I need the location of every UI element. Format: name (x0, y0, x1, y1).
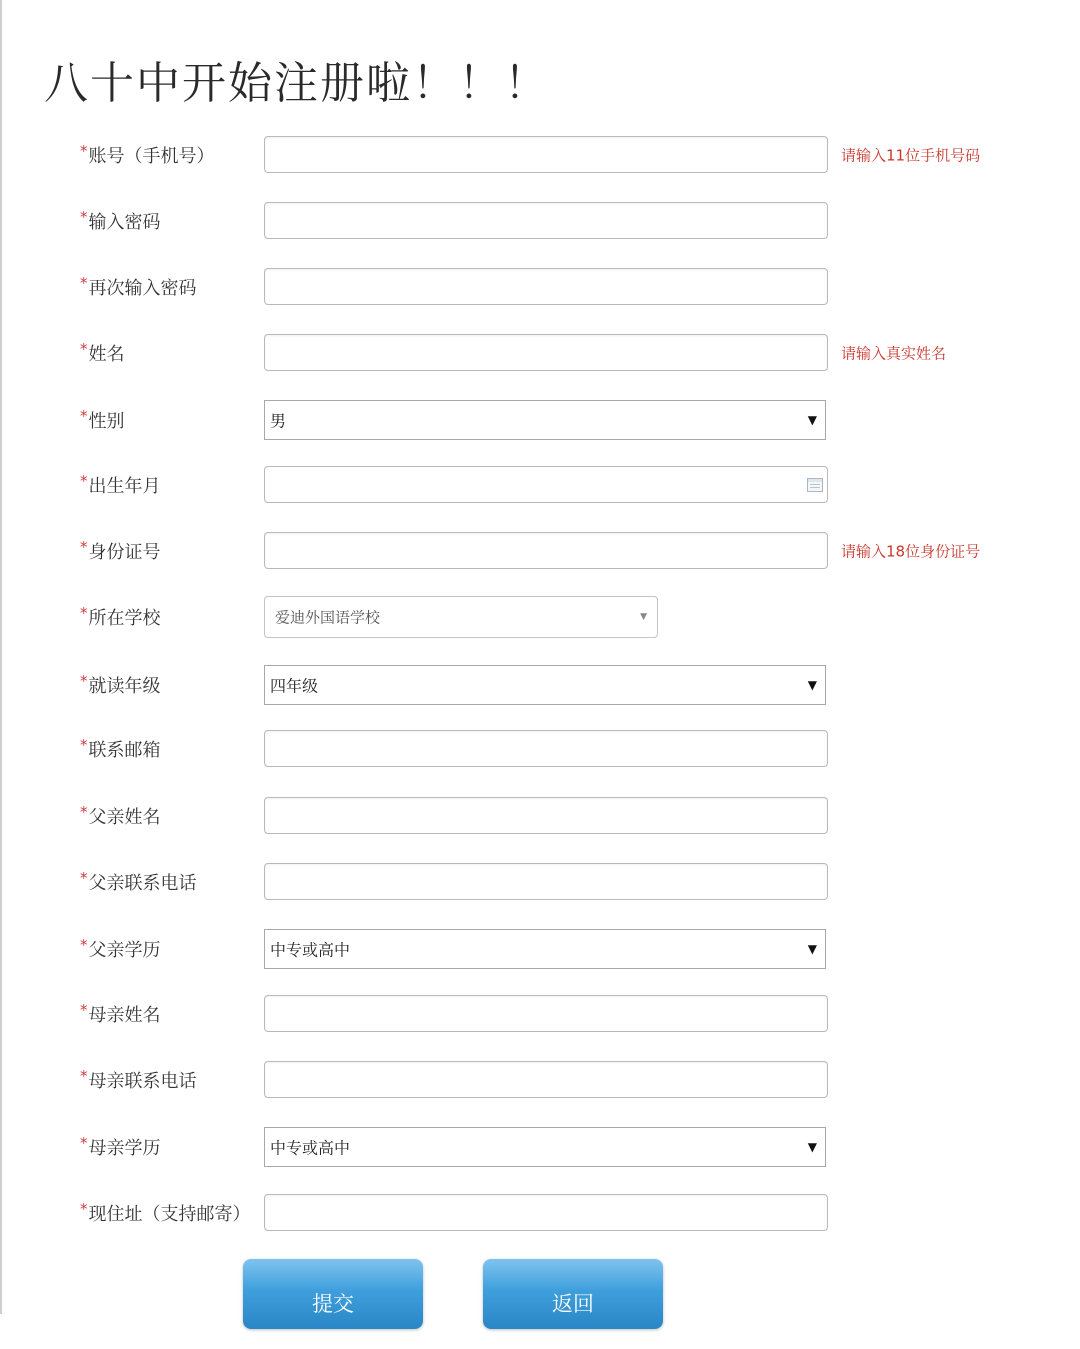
row-father-name (0, 796, 1080, 836)
father-education-label-text: 父亲学历 (88, 940, 161, 961)
mother-education-select[interactable] (264, 1127, 826, 1167)
gender-label (80, 407, 125, 433)
required-mark: * (80, 1001, 88, 1019)
school-select-value: 爱迪外国语学校 (275, 608, 381, 627)
required-mark: * (80, 1067, 88, 1085)
row-grade (0, 665, 1080, 705)
email-label-text: 联系邮箱 (88, 740, 161, 761)
required-mark: * (80, 803, 88, 821)
id-number-label-text: 身份证号 (88, 542, 161, 563)
birth-label (80, 472, 161, 498)
row-id-number (0, 531, 1080, 571)
mother-education-label-text: 母亲学历 (88, 1138, 161, 1159)
required-mark: * (80, 1134, 88, 1152)
father-education-select[interactable] (264, 929, 826, 969)
grade-select[interactable] (264, 665, 826, 705)
mother-phone-label (80, 1067, 197, 1093)
password-confirm-label (80, 274, 197, 300)
page-title: 八十中开始注册啦！！！ (44, 58, 550, 109)
password-label (80, 208, 161, 234)
required-mark: * (80, 208, 88, 226)
required-mark: * (80, 407, 88, 425)
mother-education-select-value: 中专或高中 (270, 1138, 351, 1158)
name-label-text: 姓名 (88, 344, 125, 365)
mother-name-label (80, 1001, 161, 1027)
address-input[interactable] (264, 1194, 828, 1231)
account-label (80, 142, 215, 168)
chevron-down-icon: ▼ (807, 1140, 817, 1154)
address-label-text: 现住址（支持邮寄） (88, 1204, 251, 1225)
mother-education-label (80, 1134, 161, 1160)
school-label (80, 604, 161, 630)
email-label (80, 736, 161, 762)
id-number-input[interactable] (264, 532, 828, 569)
name-hint: 请输入真实姓名 (841, 344, 947, 363)
row-mother-education (0, 1127, 1080, 1167)
row-password (0, 201, 1080, 241)
name-input[interactable] (264, 334, 828, 371)
gender-label-text: 性别 (88, 411, 125, 432)
back-button[interactable]: 返回 (483, 1259, 663, 1329)
gender-select-value: 男 (270, 411, 287, 431)
mother-phone-input[interactable] (264, 1061, 828, 1098)
grade-select-value: 四年级 (270, 676, 319, 696)
row-school (0, 597, 1080, 637)
father-name-input[interactable] (264, 797, 828, 834)
required-mark: * (80, 672, 88, 690)
password-label-text: 输入密码 (88, 212, 161, 233)
chevron-down-icon: ▼ (640, 612, 647, 622)
account-hint: 请输入11位手机号码 (841, 146, 981, 165)
mother-name-label-text: 母亲姓名 (88, 1005, 161, 1026)
required-mark: * (80, 142, 88, 160)
row-email (0, 729, 1080, 769)
father-phone-input[interactable] (264, 863, 828, 900)
account-input[interactable] (264, 136, 828, 173)
row-mother-phone (0, 1060, 1080, 1100)
submit-button[interactable]: 提交 (243, 1259, 423, 1329)
window-left-border (0, 0, 2, 1314)
gender-select[interactable] (264, 400, 826, 440)
father-education-label (80, 936, 161, 962)
row-father-education (0, 929, 1080, 969)
password-confirm-label-text: 再次输入密码 (88, 278, 197, 299)
required-mark: * (80, 274, 88, 292)
chevron-down-icon: ▼ (807, 413, 817, 427)
id-number-hint: 请输入18位身份证号 (841, 542, 981, 561)
birth-date-input[interactable] (264, 466, 828, 503)
birth-label-text: 出生年月 (88, 476, 161, 497)
password-input[interactable] (264, 202, 828, 239)
calendar-icon[interactable] (807, 478, 823, 492)
required-mark: * (80, 472, 88, 490)
row-password-confirm (0, 267, 1080, 307)
mother-name-input[interactable] (264, 995, 828, 1032)
row-gender (0, 400, 1080, 440)
required-mark: * (80, 869, 88, 887)
name-label (80, 340, 125, 366)
row-address (0, 1193, 1080, 1233)
row-father-phone (0, 862, 1080, 902)
address-label (80, 1200, 251, 1226)
required-mark: * (80, 340, 88, 358)
row-name (0, 333, 1080, 373)
row-account (0, 135, 1080, 175)
father-phone-label-text: 父亲联系电话 (88, 873, 197, 894)
father-phone-label (80, 869, 197, 895)
required-mark: * (80, 604, 88, 622)
father-education-select-value: 中专或高中 (270, 940, 351, 960)
required-mark: * (80, 936, 88, 954)
school-label-text: 所在学校 (88, 608, 161, 629)
mother-phone-label-text: 母亲联系电话 (88, 1071, 197, 1092)
chevron-down-icon: ▼ (807, 942, 817, 956)
password-confirm-input[interactable] (264, 268, 828, 305)
row-mother-name (0, 994, 1080, 1034)
account-label-text: 账号（手机号） (88, 146, 215, 167)
father-name-label (80, 803, 161, 829)
grade-label (80, 672, 161, 698)
chevron-down-icon: ▼ (807, 678, 817, 692)
grade-label-text: 就读年级 (88, 676, 161, 697)
row-birth (0, 465, 1080, 505)
father-name-label-text: 父亲姓名 (88, 807, 161, 828)
id-number-label (80, 538, 161, 564)
school-select[interactable] (264, 596, 658, 638)
required-mark: * (80, 736, 88, 754)
email-input[interactable] (264, 730, 828, 767)
required-mark: * (80, 538, 88, 556)
required-mark: * (80, 1200, 88, 1218)
